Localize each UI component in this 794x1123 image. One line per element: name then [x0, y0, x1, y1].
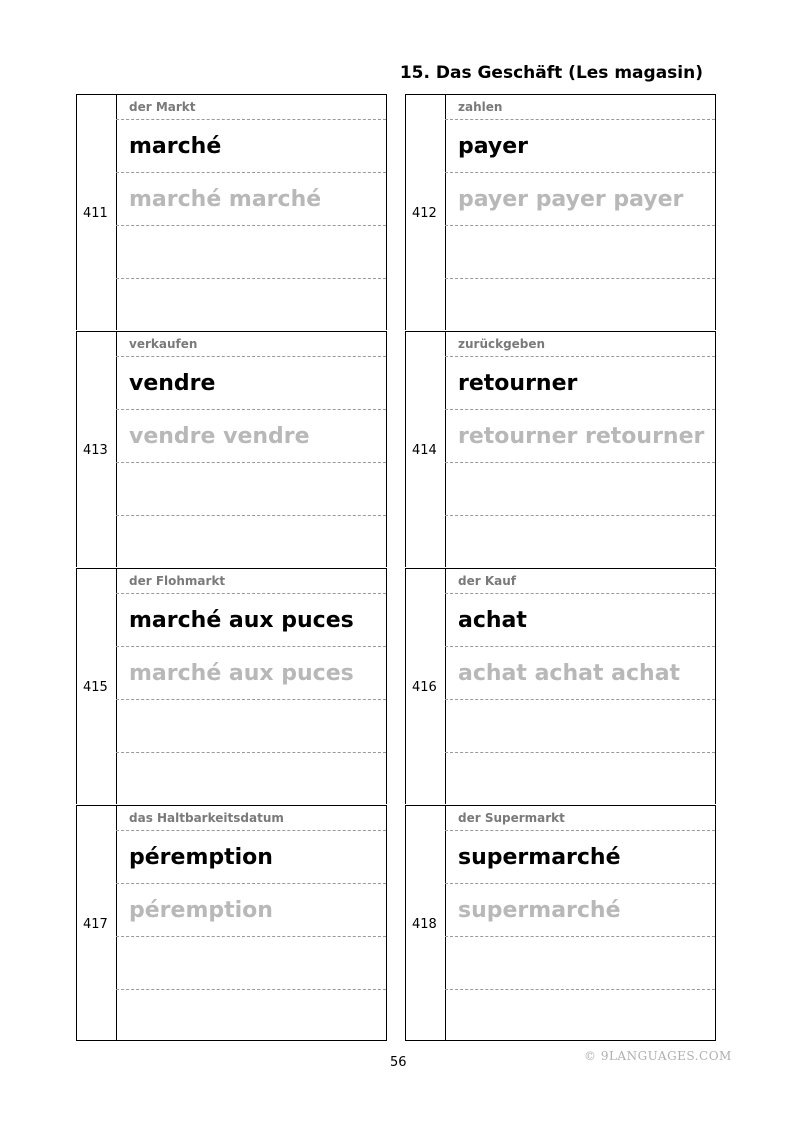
- practice-line: [445, 753, 715, 805]
- practice-line: [445, 279, 715, 331]
- trace-word: supermarché: [458, 898, 621, 923]
- vocab-card: [405, 805, 716, 1041]
- card-number: 414: [412, 443, 437, 458]
- card-number: 413: [83, 443, 108, 458]
- number-column: [77, 332, 117, 567]
- german-word: zurückgeben: [445, 332, 715, 357]
- practice-line: [445, 990, 715, 1042]
- card-number: 411: [83, 206, 108, 221]
- german-word: der Kauf: [445, 569, 715, 594]
- trace-word: retourner retourner: [458, 424, 705, 449]
- practice-line: [445, 516, 715, 568]
- german-word: verkaufen: [116, 332, 386, 357]
- card-number: 416: [412, 680, 437, 695]
- number-column: [77, 806, 117, 1040]
- number-column: [77, 95, 117, 330]
- practice-line: [116, 700, 386, 753]
- card-number: 415: [83, 680, 108, 695]
- trace-word: vendre vendre: [129, 424, 310, 449]
- trace-word: payer payer payer: [458, 187, 684, 212]
- practice-line: [116, 990, 386, 1042]
- practice-line: [116, 753, 386, 805]
- french-word: marché aux puces: [129, 608, 354, 633]
- practice-line: [116, 279, 386, 331]
- french-word: achat: [458, 608, 527, 633]
- vocab-card: [76, 568, 387, 804]
- practice-line: [116, 516, 386, 568]
- french-word: marché: [129, 134, 222, 159]
- copyright-notice: © 9LANGUAGES.COM: [584, 1049, 732, 1063]
- practice-line: [445, 937, 715, 990]
- number-column: [406, 95, 446, 330]
- french-word: payer: [458, 134, 529, 159]
- page-number: 56: [390, 1055, 407, 1070]
- number-column: [406, 332, 446, 567]
- trace-word: achat achat achat: [458, 661, 681, 686]
- practice-line: [445, 226, 715, 279]
- trace-word: marché marché: [129, 187, 322, 212]
- german-word: der Supermarkt: [445, 806, 715, 831]
- vocab-card: [405, 568, 716, 804]
- practice-line: [116, 937, 386, 990]
- page-title: 15. Das Geschäft (Les magasin): [399, 63, 703, 83]
- card-number: 418: [412, 917, 437, 932]
- vocab-card: [405, 331, 716, 567]
- vocab-card: [76, 331, 387, 567]
- french-word: vendre: [129, 371, 216, 396]
- number-column: [406, 569, 446, 804]
- german-word: das Haltbarkeitsdatum: [116, 806, 386, 831]
- trace-word: marché aux puces: [129, 661, 354, 686]
- practice-line: [445, 700, 715, 753]
- trace-word: péremption: [129, 898, 273, 923]
- practice-line: [116, 463, 386, 516]
- card-number: 412: [412, 206, 437, 221]
- french-word: supermarché: [458, 845, 621, 870]
- number-column: [406, 806, 446, 1040]
- number-column: [77, 569, 117, 804]
- vocab-card: [76, 94, 387, 330]
- card-number: 417: [83, 917, 108, 932]
- german-word: zahlen: [445, 95, 715, 120]
- french-word: péremption: [129, 845, 273, 870]
- german-word: der Flohmarkt: [116, 569, 386, 594]
- vocab-card: [76, 805, 387, 1041]
- practice-line: [116, 226, 386, 279]
- french-word: retourner: [458, 371, 578, 396]
- vocab-card: [405, 94, 716, 330]
- german-word: der Markt: [116, 95, 386, 120]
- practice-line: [445, 463, 715, 516]
